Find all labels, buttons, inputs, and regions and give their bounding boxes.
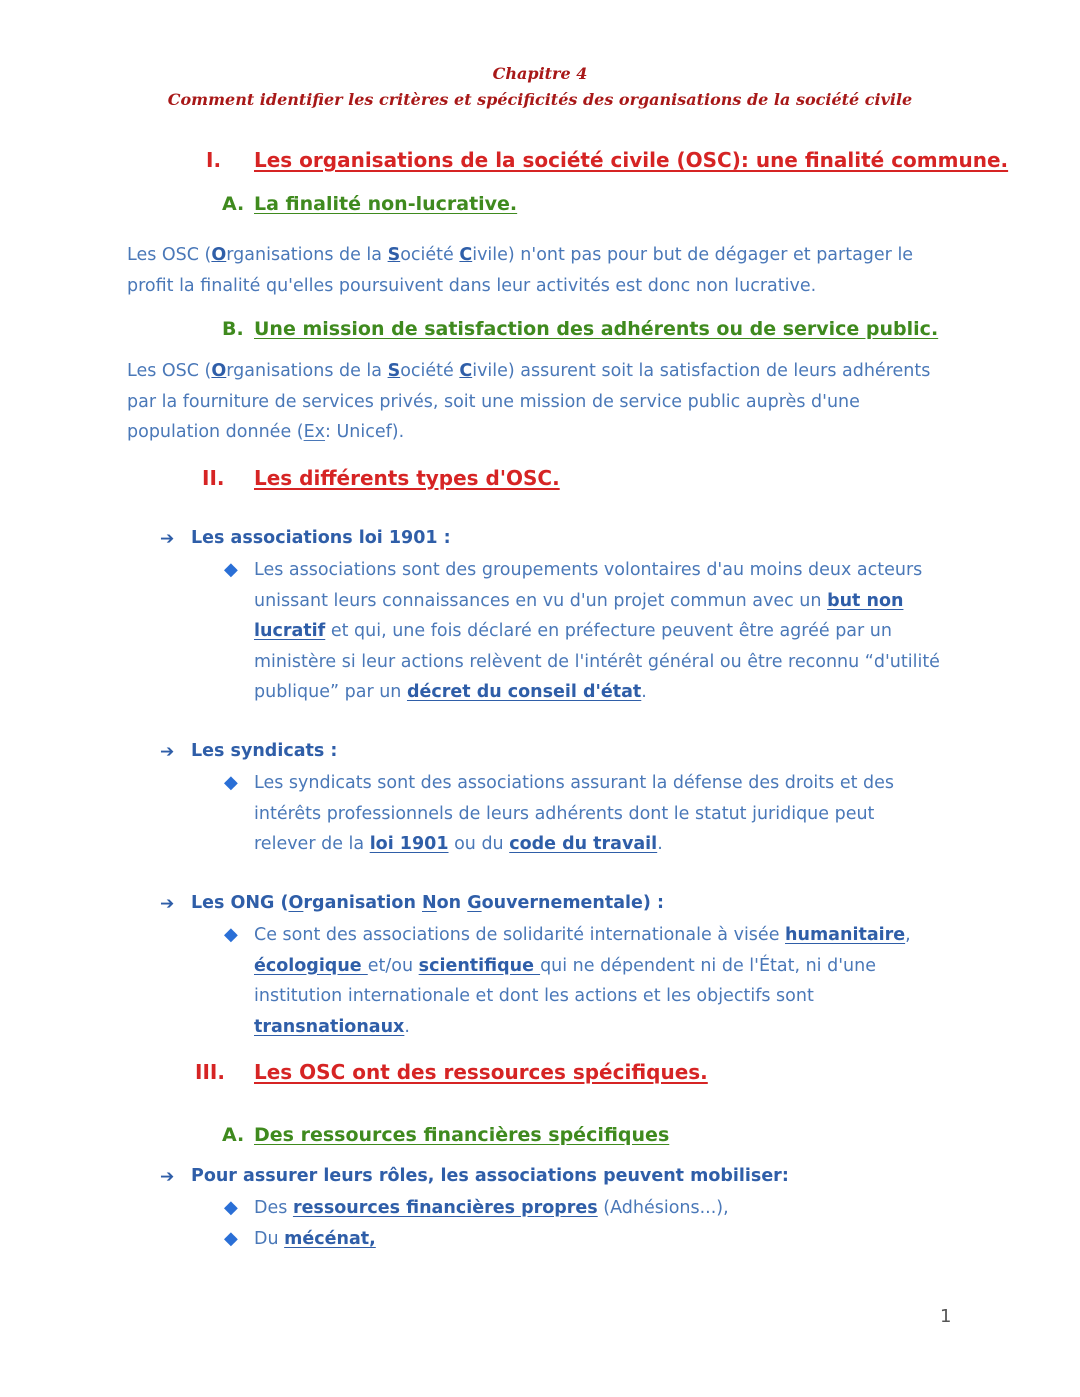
syndicats-lead: Les syndicats : [191, 741, 338, 761]
associations-lead: Les associations loi 1901 : [191, 528, 451, 548]
section-1a-title: La finalité non-lucrative. [254, 193, 518, 215]
example-link: Ex [303, 422, 326, 442]
arrow-icon: ➔ [160, 742, 175, 762]
ong-lead: Les ONG (Organisation Non Gouvernementale) : [191, 893, 665, 913]
diamond-bullet-icon: ◆ [224, 924, 238, 945]
section-1b-title: Une mission de satisfaction des adhérents ou de service public. [254, 318, 939, 340]
resource-item-1: Des ressources financières propres (Adhésions...), [254, 1198, 729, 1218]
diamond-bullet-icon: ◆ [224, 772, 238, 793]
section-1a-number: A. [222, 193, 245, 215]
section-2-title: Les différents types d'OSC. [254, 466, 560, 490]
section-3a-number: A. [222, 1124, 245, 1146]
section-1-number: I. [206, 148, 222, 172]
section-3a-title: Des ressources financières spécifiques [254, 1124, 670, 1146]
diamond-bullet-icon: ◆ [224, 1228, 238, 1249]
section-1a-paragraph: Les OSC (Organisations de la Société Civile) n'ont pas pour but de dégager et partager le profit la finalité qu'elles poursuivent dans leur activités est donc non lucrative. [127, 245, 914, 296]
associations-description: Les associations sont des groupements volontaires d'au moins deux acteurs unissant leurs connaissances en vu d'un projet commun avec un but non lucratif et qui, une fois déclaré en préfecture peuvent être agréé par un ministère si leur actions relèvent de l'intérêt général ou être reconnu “d'utilité publique” par un décret du conseil d'état. [254, 560, 940, 702]
resources-lead: Pour assurer leurs rôles, les associations peuvent mobiliser: [191, 1166, 789, 1186]
section-3-number: III. [195, 1060, 225, 1084]
syndicats-description: Les syndicats sont des associations assurant la défense des droits et des intérêts professionnels de leurs adhérents dont le statut juridique peut relever de la loi 1901 ou du code du travail. [254, 773, 895, 854]
resource-item-2: Du mécénat, [254, 1229, 376, 1249]
section-1b-paragraph: Les OSC (Organisations de la Société Civile) assurent soit la satisfaction de leurs adhérents par la fourniture de services privés, soit une mission de service public auprès d'une population donnée (Ex: Unicef). [127, 361, 931, 442]
section-3-title: Les OSC ont des ressources spécifiques. [254, 1060, 708, 1084]
arrow-icon: ➔ [160, 529, 175, 549]
page-number: 1 [940, 1306, 952, 1327]
arrow-icon: ➔ [160, 1167, 175, 1187]
chapter-subtitle: Comment identifier les critères et spécificités des organisations de la société civile [167, 90, 913, 109]
arrow-icon: ➔ [160, 894, 175, 914]
section-1-title: Les organisations de la société civile (OSC): une finalité commune. [254, 148, 1009, 172]
chapter-title: Chapitre 4 [492, 64, 588, 83]
section-1b-number: B. [222, 318, 244, 340]
section-2-number: II. [202, 466, 225, 490]
diamond-bullet-icon: ◆ [224, 559, 238, 580]
diamond-bullet-icon: ◆ [224, 1197, 238, 1218]
ong-description: Ce sont des associations de solidarité internationale à visée humanitaire, écologique et/ou scientifique qui ne dépendent ni de l'État, ni d'une institution internationale et dont les actions et les objectifs sont transnationaux. [254, 925, 911, 1037]
